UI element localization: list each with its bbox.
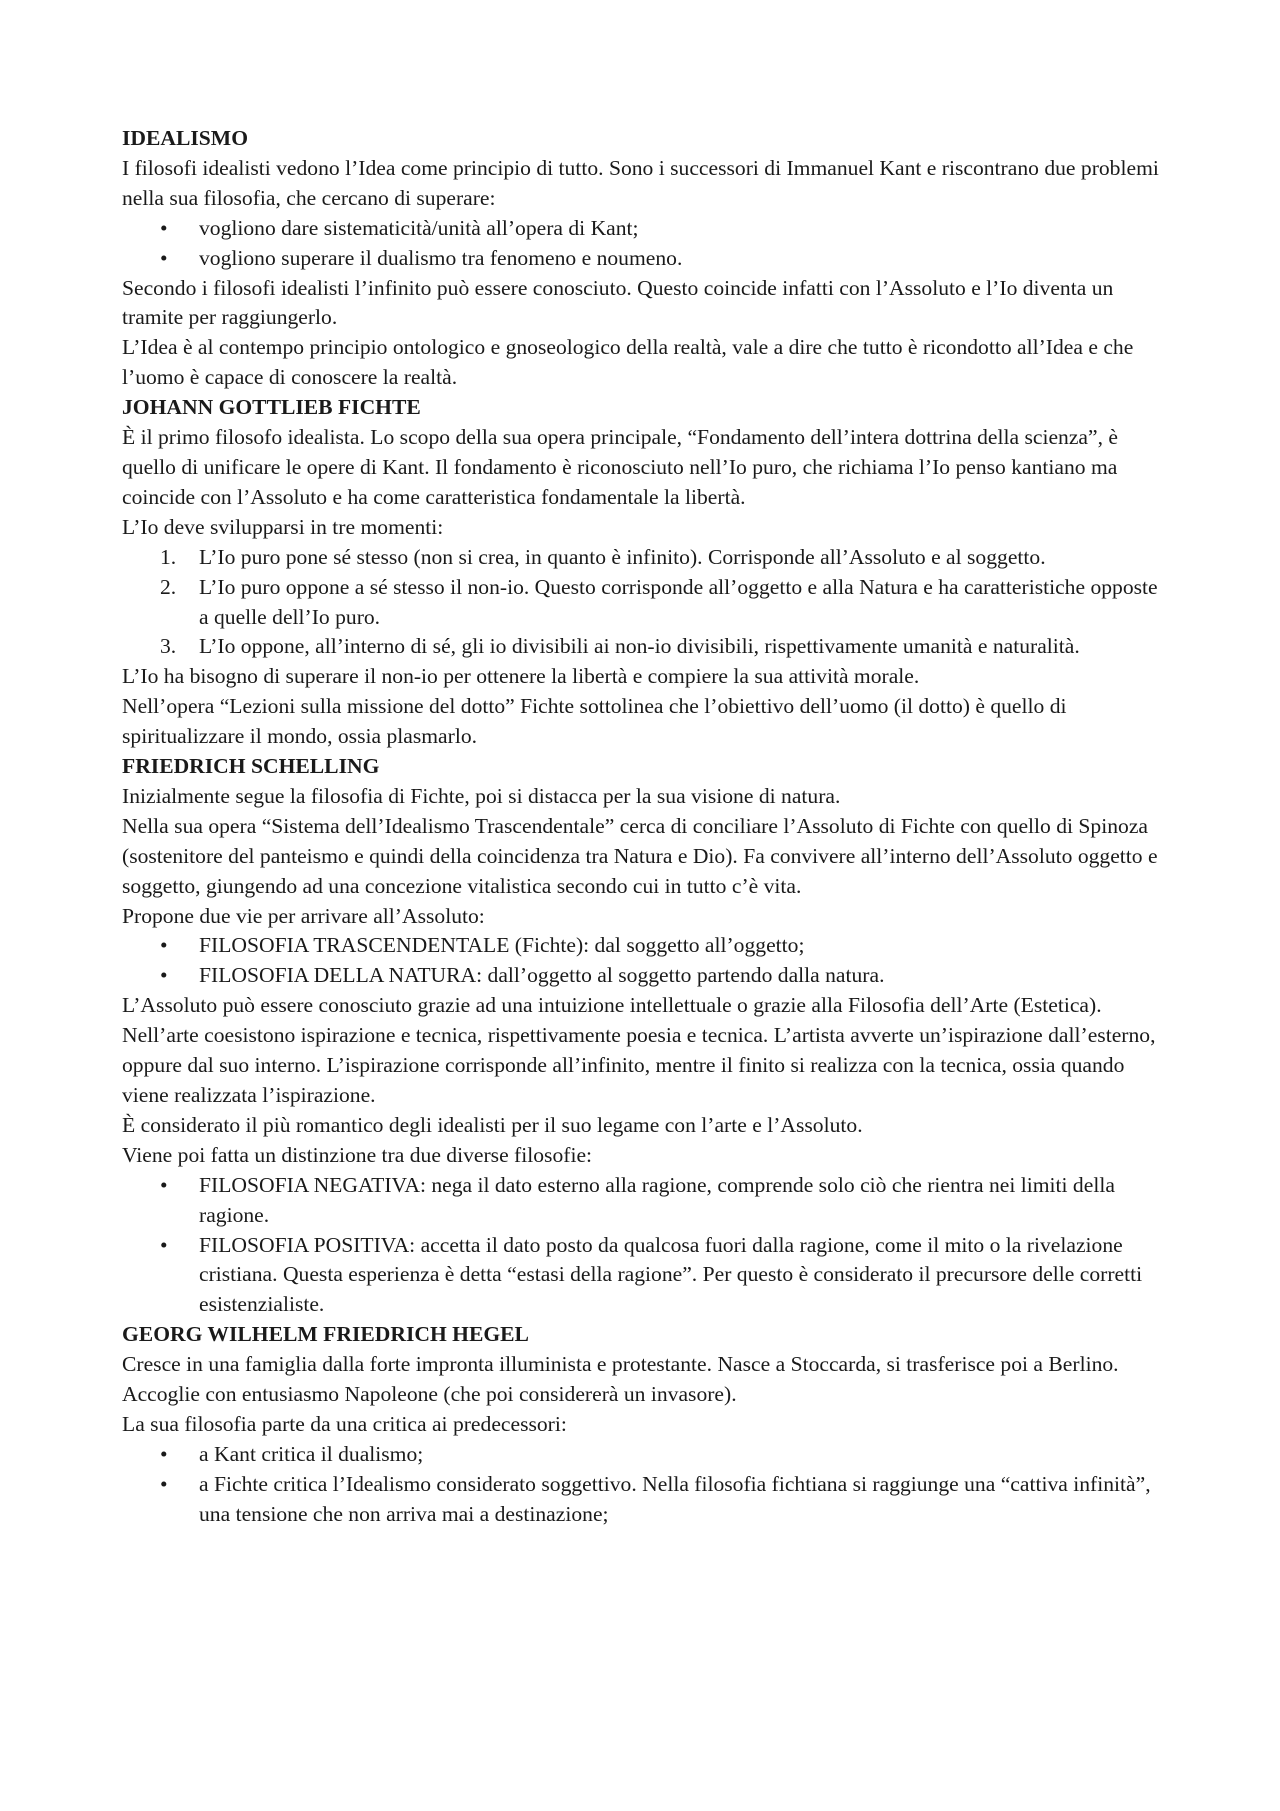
paragraph: La sua filosofia parte da una critica ai predecessori: bbox=[122, 1411, 567, 1436]
paragraph: Cresce in una famiglia dalla forte impronta illuminista e protestante. Nasce a Stoccarda, si trasferisce poi a Berlino. Accoglie con entusiasmo Napoleone (che poi considererà un invasore). bbox=[122, 1352, 1119, 1407]
bullet-dot-icon: • bbox=[160, 1172, 168, 1197]
list-item-text: L’Io puro oppone a sé stesso il non-io. Questo corrisponde all’oggetto e alla Natura e ha caratteristiche opposte a quelle dell’Io puro. bbox=[199, 574, 1158, 629]
paragraph: L’Io deve svilupparsi in tre momenti: bbox=[122, 514, 444, 539]
list-item-text: a Kant critica il dualismo; bbox=[199, 1441, 424, 1466]
paragraph: L’Assoluto può essere conosciuto grazie ad una intuizione intellettuale o grazie alla Filosofia dell’Arte (Estetica). Nell’arte coesistono ispirazione e tecnica, rispettivamente poesia e tecnica. L’artista avverte un’ispirazione dall’esterno, oppure dal suo interno. L’ispirazione corrisponde all’infinito, mentre il finito si realizza con la tecnica, ossia quando viene realizzata l’ispirazione. bbox=[122, 993, 1156, 1107]
list-item bbox=[122, 632, 1172, 662]
paragraph: Nell’opera “Lezioni sulla missione del dotto” Fichte sottolinea che l’obiettivo dell’uomo (il dotto) è quello di spiritualizzare il mondo, ossia plasmarlo. bbox=[122, 694, 1067, 749]
list-item-text: FILOSOFIA POSITIVA: accetta il dato posto da qualcosa fuori dalla ragione, come il mito o la rivelazione cristiana. Questa esperienza è detta “estasi della ragione”. Per questo è considerato il precursore delle corretti esistenzialiste. bbox=[199, 1232, 1143, 1317]
paragraph: Nella sua opera “Sistema dell’Idealismo Trascendentale” cerca di conciliare l’Assoluto di Fichte con quello di Spinoza (sostenitore del panteismo e quindi della coincidenza tra Natura e Dio). Fa convivere all’interno dell’Assoluto oggetto e soggetto, giungendo ad una concezione vitalistica secondo cui in tutto c’è vita. bbox=[122, 813, 1158, 898]
paragraph: Propone due vie per arrivare all’Assoluto: bbox=[122, 903, 485, 928]
list-item bbox=[122, 214, 1172, 244]
bullet-list bbox=[122, 931, 1172, 991]
bullet-dot-icon: • bbox=[160, 963, 168, 988]
paragraph: È il primo filosofo idealista. Lo scopo della sua opera principale, “Fondamento dell’intera dottrina della scienza”, è quello di unificare le opere di Kant. Il fondamento è riconosciuto nell’Io puro, che richiama l’Io penso kantiano ma coincide con l’Assoluto e ha come caratteristica fondamentale la libertà. bbox=[122, 425, 1118, 509]
paragraph: È considerato il più romantico degli idealisti per il suo legame con l’arte e l’Assoluto. bbox=[122, 1112, 863, 1137]
paragraph: Inizialmente segue la filosofia di Fichte, poi si distacca per la sua visione di natura. bbox=[122, 783, 841, 808]
paragraph: Viene poi fatta un distinzione tra due diverse filosofie: bbox=[122, 1142, 593, 1167]
list-item bbox=[122, 543, 1172, 573]
section-heading: IDEALISMO bbox=[122, 126, 248, 150]
list-item bbox=[122, 1171, 1172, 1231]
list-item bbox=[122, 573, 1172, 633]
list-item bbox=[122, 1231, 1172, 1321]
bullet-list bbox=[122, 214, 1172, 274]
bullet-dot-icon: • bbox=[160, 1471, 168, 1496]
bullet-dot-icon: • bbox=[160, 215, 168, 240]
bullet-list bbox=[122, 1440, 1172, 1530]
paragraph: Secondo i filosofi idealisti l’infinito può essere conosciuto. Questo coincide infatti con l’Assoluto e l’Io diventa un tramite per raggiungerlo. bbox=[122, 275, 1114, 330]
list-item-text: vogliono superare il dualismo tra fenomeno e noumeno. bbox=[199, 245, 683, 270]
list-number: 3. bbox=[160, 634, 177, 659]
document-page bbox=[122, 124, 1172, 1530]
paragraph: L’Idea è al contempo principio ontologico e gnoseologico della realtà, vale a dire che tutto è ricondotto all’Idea e che l’uomo è capace di conoscere la realtà. bbox=[122, 335, 1134, 390]
list-item-text: FILOSOFIA NEGATIVA: nega il dato esterno alla ragione, comprende solo ciò che rientra nei limiti della ragione. bbox=[199, 1172, 1115, 1227]
list-number: 1. bbox=[160, 544, 177, 569]
list-item-text: L’Io oppone, all’interno di sé, gli io divisibili ai non-io divisibili, rispettivamente umanità e naturalità. bbox=[199, 634, 1080, 659]
list-item-text: L’Io puro pone sé stesso (non si crea, in quanto è infinito). Corrisponde all’Assoluto e al soggetto. bbox=[199, 544, 1046, 569]
list-item bbox=[122, 931, 1172, 961]
bullet-dot-icon: • bbox=[160, 1441, 168, 1466]
list-item-text: a Fichte critica l’Idealismo considerato soggettivo. Nella filosofia fichtiana si raggiunge una “cattiva infinità”, una tensione che non arriva mai a destinazione; bbox=[199, 1471, 1151, 1526]
list-item-text: FILOSOFIA DELLA NATURA: dall’oggetto al soggetto partendo dalla natura. bbox=[199, 963, 885, 988]
list-item-text: vogliono dare sistematicità/unità all’opera di Kant; bbox=[199, 215, 639, 240]
list-item-text: FILOSOFIA TRASCENDENTALE (Fichte): dal soggetto all’oggetto; bbox=[199, 933, 805, 958]
numbered-list bbox=[122, 543, 1172, 663]
list-number: 2. bbox=[160, 574, 177, 599]
list-item bbox=[122, 1440, 1172, 1470]
bullet-dot-icon: • bbox=[160, 933, 168, 958]
bullet-list bbox=[122, 1171, 1172, 1321]
bullet-dot-icon: • bbox=[160, 245, 168, 270]
list-item bbox=[122, 1470, 1172, 1530]
paragraph: L’Io ha bisogno di superare il non-io per ottenere la libertà e compiere la sua attività morale. bbox=[122, 664, 920, 689]
list-item bbox=[122, 244, 1172, 274]
bullet-dot-icon: • bbox=[160, 1232, 168, 1257]
list-item bbox=[122, 961, 1172, 991]
paragraph: I filosofi idealisti vedono l’Idea come principio di tutto. Sono i successori di Immanuel Kant e riscontrano due problemi nella sua filosofia, che cercano di superare: bbox=[122, 155, 1159, 210]
section-heading: GEORG WILHELM FRIEDRICH HEGEL bbox=[122, 1322, 529, 1347]
section-heading: FRIEDRICH SCHELLING bbox=[122, 754, 380, 779]
section-heading: JOHANN GOTTLIEB FICHTE bbox=[122, 395, 421, 420]
